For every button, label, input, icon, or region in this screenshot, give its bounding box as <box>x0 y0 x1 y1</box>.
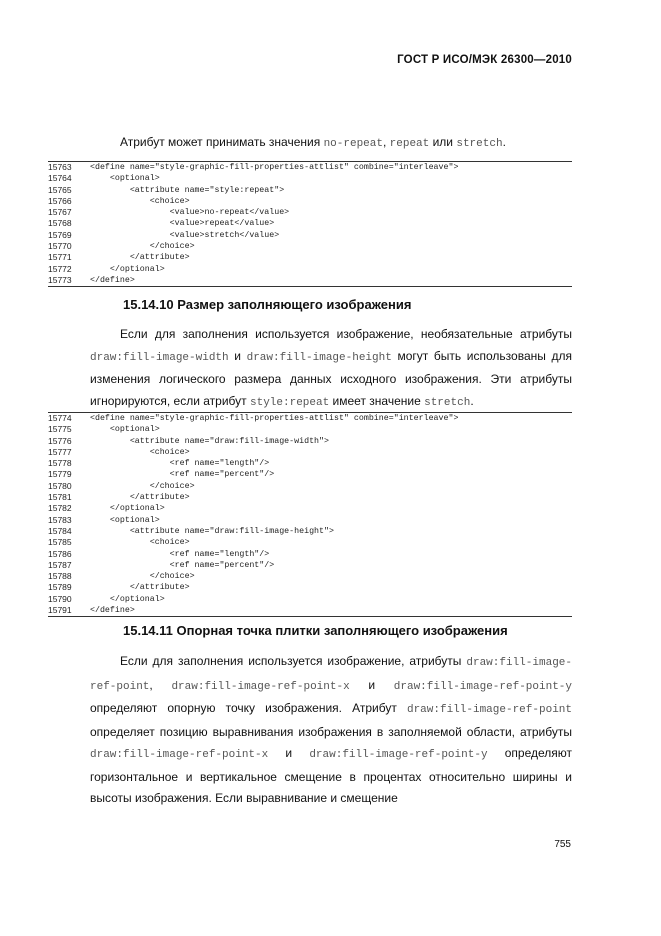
intro-paragraph <box>90 132 572 156</box>
code-line <box>48 252 572 263</box>
code-line <box>48 207 572 218</box>
line-number: 15781 <box>48 492 72 503</box>
code-text: <value>no-repeat</value> <box>90 208 290 218</box>
page-number: 755 <box>554 839 571 850</box>
code-line <box>48 218 572 229</box>
para-text: определяют горизонтальное и вертикальное смещение в процентах относительно ширины и высоты изображения. Если выравнивание и смещение <box>90 746 572 805</box>
code-line <box>48 241 572 252</box>
code-block-2 <box>48 412 572 617</box>
code-text: </define> <box>90 275 135 285</box>
line-number: 15763 <box>48 162 72 172</box>
line-number: 15767 <box>48 207 72 218</box>
line-number: 15790 <box>48 593 72 604</box>
code-text: <value>repeat</value> <box>90 219 275 229</box>
para-text: и <box>268 746 310 760</box>
paragraph-fill-image-size <box>90 324 572 414</box>
value-stretch: stretch <box>456 138 503 150</box>
code-line <box>48 492 572 503</box>
line-number: 15770 <box>48 241 72 252</box>
line-number: 15765 <box>48 184 72 195</box>
code-line <box>48 526 572 537</box>
code-text: <choice> <box>90 447 190 457</box>
line-number: 15778 <box>48 458 72 469</box>
line-number: 15783 <box>48 514 72 525</box>
code-text: <value>stretch</value> <box>90 230 280 240</box>
para-text: могут быть использованы для изменения логического размера данных исходного изображения. Эти атрибуты игнорируются, если атрибут <box>90 348 573 408</box>
code-line <box>48 162 572 173</box>
code-line <box>48 481 572 492</box>
code-term: draw:fill-image-height <box>246 351 392 364</box>
para-text: и <box>228 348 247 363</box>
line-number: 15779 <box>48 469 72 480</box>
code-text: </attribute> <box>90 583 190 593</box>
code-text: <attribute name="draw:fill-image-height"> <box>90 526 334 536</box>
code-term: stretch <box>424 396 471 409</box>
para-text: и <box>349 677 394 692</box>
line-number: 15780 <box>48 480 72 491</box>
line-number: 15791 <box>48 605 72 616</box>
code-text: <attribute name="draw:fill-image-width"> <box>90 436 329 446</box>
value-repeat: repeat <box>389 138 430 150</box>
section-heading-15-14-11: 15.14.11 Опорная точка плитки заполняющего изображения <box>123 623 508 638</box>
line-number: 15776 <box>48 435 72 446</box>
code-term: draw:fill-image-width <box>90 351 229 364</box>
line-number: 15787 <box>48 559 72 570</box>
line-number: 15785 <box>48 537 72 548</box>
line-number: 15771 <box>48 252 72 263</box>
code-text: </choice> <box>90 572 195 582</box>
code-text: </attribute> <box>90 253 190 263</box>
code-line <box>48 458 572 469</box>
code-text: </attribute> <box>90 493 190 503</box>
intro-sep: или <box>429 135 457 149</box>
code-line <box>48 185 572 196</box>
line-number: 15764 <box>48 173 72 184</box>
para-text: имеет значение <box>329 393 425 408</box>
line-number: 15769 <box>48 229 72 240</box>
intro-sep: , <box>382 135 390 149</box>
code-line <box>48 469 572 480</box>
code-text: <optional> <box>90 515 160 525</box>
code-line <box>48 549 572 560</box>
code-line <box>48 447 572 458</box>
code-line <box>48 594 572 605</box>
section-heading-15-14-10: 15.14.10 Размер заполняющего изображения <box>123 297 412 312</box>
code-text: </optional> <box>90 594 165 604</box>
code-text: <ref name="length"/> <box>90 459 270 469</box>
code-line <box>48 537 572 548</box>
paragraph-ref-point <box>90 651 572 810</box>
code-term: draw:fill-image-ref-point-x <box>171 680 350 693</box>
code-line <box>48 582 572 593</box>
line-number: 15789 <box>48 582 72 593</box>
code-term: draw:fill-image-ref-point-y <box>309 749 488 761</box>
code-term: draw:fill-image-ref-point-x <box>90 749 269 761</box>
code-line <box>48 275 572 286</box>
code-line <box>48 515 572 526</box>
line-number: 15774 <box>48 413 72 423</box>
code-text: <define name="style-graphic-fill-properties-attlist" combine="interleave"> <box>90 163 459 172</box>
line-number: 15784 <box>48 525 72 536</box>
code-text: <optional> <box>90 174 160 184</box>
code-term: draw:fill-image-ref-point <box>406 704 572 716</box>
line-number: 15777 <box>48 446 72 457</box>
para-text: , <box>149 677 172 692</box>
code-text: <choice> <box>90 538 190 548</box>
para-text: . <box>470 393 474 408</box>
intro-end: . <box>502 135 506 149</box>
para-text: Если для заполнения используется изображение, необязательные атрибуты <box>120 327 572 341</box>
line-number: 15768 <box>48 218 72 229</box>
code-line <box>48 571 572 582</box>
code-term: draw:fill-image-ref-point-y <box>393 680 573 693</box>
code-line <box>48 503 572 514</box>
para-text: определяют опорную точку изображения. Атрибут <box>90 701 407 715</box>
line-number: 15773 <box>48 274 72 285</box>
line-number: 15786 <box>48 548 72 559</box>
code-line <box>48 424 572 435</box>
line-number: 15766 <box>48 195 72 206</box>
code-line <box>48 413 572 424</box>
code-line <box>48 230 572 241</box>
code-term: draw:fill-image-ref-point <box>90 657 572 693</box>
code-text: <optional> <box>90 425 160 435</box>
code-text: <define name="style-graphic-fill-properties-attlist" combine="interleave"> <box>90 414 459 423</box>
code-text: </choice> <box>90 481 195 491</box>
intro-text: Атрибут может принимать значения <box>120 135 324 149</box>
code-line <box>48 560 572 571</box>
para-text: определяет позицию выравнивания изображения в заполняемой области, атрибуты <box>90 724 572 739</box>
code-line <box>48 605 572 616</box>
code-text: <ref name="length"/> <box>90 549 270 559</box>
code-text: </optional> <box>90 264 165 274</box>
line-number: 15775 <box>48 424 72 435</box>
code-text: <choice> <box>90 196 190 206</box>
code-text: <ref name="percent"/> <box>90 560 275 570</box>
value-no-repeat: no-repeat <box>323 138 383 150</box>
code-text: </choice> <box>90 242 195 252</box>
code-text: <attribute name="style:repeat"> <box>90 185 285 195</box>
line-number: 15772 <box>48 263 72 274</box>
code-block-1 <box>48 161 572 287</box>
code-line <box>48 196 572 207</box>
code-text: <ref name="percent"/> <box>90 470 275 480</box>
code-line <box>48 264 572 275</box>
code-text: </optional> <box>90 504 165 514</box>
code-line <box>48 436 572 447</box>
line-number: 15782 <box>48 503 72 514</box>
code-text: </define> <box>90 606 135 616</box>
code-term: style:repeat <box>250 396 330 409</box>
para-text: Если для заполнения используется изображение, атрибуты <box>120 654 467 668</box>
line-number: 15788 <box>48 571 72 582</box>
document-header: ГОСТ Р ИСО/МЭК 26300—2010 <box>397 54 572 66</box>
code-line <box>48 173 572 184</box>
